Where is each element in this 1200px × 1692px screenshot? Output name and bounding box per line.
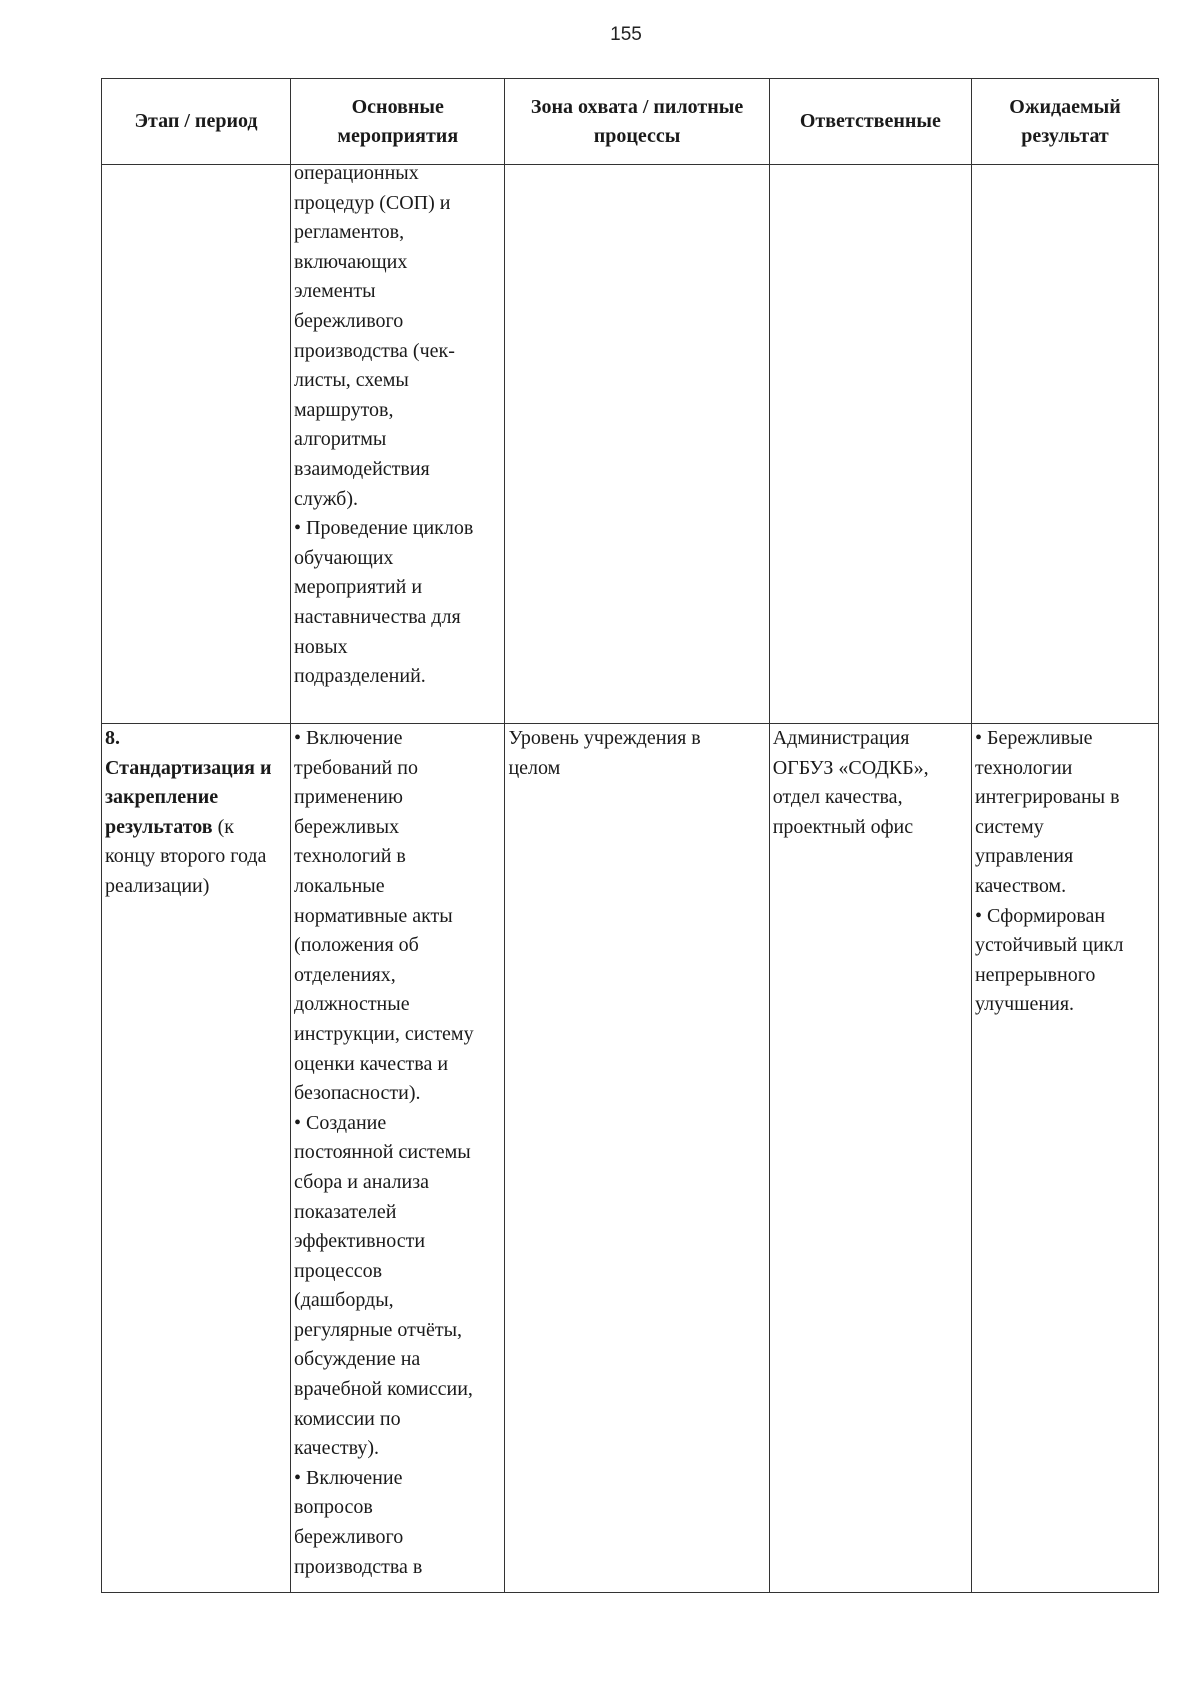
cell-text-line: производства (чек- bbox=[294, 339, 455, 362]
cell-activities bbox=[291, 162, 505, 724]
table-header-row bbox=[102, 79, 1159, 165]
cell-text-line: мероприятий и bbox=[294, 576, 423, 599]
cell-text-line: отдел качества, bbox=[772, 786, 903, 809]
cell-text-line: концу второго года bbox=[105, 845, 267, 868]
cell-text-line: сбора и анализа bbox=[294, 1170, 430, 1193]
scope-lines bbox=[508, 724, 765, 783]
cell-text-line: наставничества для bbox=[294, 605, 461, 628]
cell-text-line: • Проведение циклов bbox=[294, 517, 474, 540]
cell-text-line: нормативные акты bbox=[294, 904, 453, 927]
cell-text-line: комиссии по bbox=[294, 1407, 401, 1430]
cell-text-line: подразделений. bbox=[294, 665, 426, 688]
cell-text-line: систему bbox=[974, 815, 1044, 838]
table-row bbox=[102, 724, 1159, 1593]
header-responsible: Ответственные bbox=[769, 79, 971, 165]
cell-text-line: должностные bbox=[294, 993, 410, 1016]
responsible-lines bbox=[773, 724, 968, 842]
result-lines bbox=[975, 724, 1155, 1020]
cell-text-line: алгоритмы bbox=[294, 428, 387, 451]
cell-text-line: бережливого bbox=[294, 1526, 404, 1549]
cell-text-line: • Включение bbox=[294, 727, 403, 749]
cell-text-line: закрепление bbox=[105, 786, 219, 809]
cell-responsible bbox=[769, 724, 971, 1593]
cell-text-line: качеством. bbox=[974, 874, 1067, 897]
cell-text-line: ОГБУЗ «СОДКБ», bbox=[772, 756, 929, 779]
cell-text-line: целом bbox=[508, 756, 561, 779]
cell-text-line: отделениях, bbox=[294, 963, 396, 986]
cell-text-line: • Сформирован bbox=[974, 904, 1106, 927]
cell-text-line: обучающих bbox=[294, 546, 394, 569]
cell-text-line: локальные bbox=[294, 874, 385, 897]
cell-text-line: взаимодействия bbox=[294, 457, 430, 480]
cell-text-line: вопросов bbox=[294, 1496, 373, 1519]
cell-text-line: постоянной системы bbox=[294, 1141, 471, 1164]
cell-text-line: безопасности). bbox=[294, 1082, 421, 1105]
cell-text-line: врачебной комиссии, bbox=[294, 1378, 473, 1401]
cell-activities bbox=[291, 724, 505, 1593]
cell-text-line: непрерывного bbox=[974, 963, 1096, 986]
activities-lines bbox=[294, 724, 501, 1582]
cell-text-line: результатов (к bbox=[105, 815, 234, 838]
cell-text-line: операционных bbox=[294, 162, 419, 184]
cell-text-line: управления bbox=[974, 845, 1074, 868]
table-row bbox=[102, 165, 1159, 724]
cell-text-line: новых bbox=[294, 635, 348, 658]
cell-text-line: регламентов, bbox=[294, 221, 405, 244]
cell-text-line: требований по bbox=[294, 756, 418, 779]
cell-text-line: • Бережливые bbox=[974, 727, 1093, 749]
cell-text-line: (положения об bbox=[294, 934, 419, 957]
cell-text-line: интегрированы в bbox=[974, 786, 1120, 809]
cell-text-line: технологий в bbox=[294, 845, 406, 868]
cell-text-line: элементы bbox=[294, 280, 376, 303]
cell-text-line: технологии bbox=[974, 756, 1073, 779]
header-expected-result: Ожидаемый результат bbox=[971, 79, 1158, 165]
header-stage-period: Этап / период bbox=[102, 79, 291, 165]
cell-stage bbox=[102, 165, 291, 724]
cell-text-line: бережливых bbox=[294, 815, 400, 838]
cell-text-line: 8. bbox=[105, 727, 120, 749]
cell-text-line: улучшения. bbox=[974, 993, 1075, 1016]
cell-text-line: качеству). bbox=[294, 1437, 379, 1460]
cell-text-line: применению bbox=[294, 786, 403, 809]
cell-text-line: Администрация bbox=[772, 727, 910, 749]
cell-result bbox=[971, 165, 1158, 724]
cell-text-line: включающих bbox=[294, 250, 408, 273]
cell-result bbox=[971, 724, 1158, 1593]
cell-text-line: проектный офис bbox=[772, 815, 914, 838]
cell-text-line: производства в bbox=[294, 1555, 423, 1578]
header-main-activities: Основные мероприятия bbox=[291, 79, 505, 165]
cell-text-line: • Включение bbox=[294, 1466, 403, 1489]
cell-text-line: (дашборды, bbox=[294, 1289, 394, 1312]
cell-text-line: листы, схемы bbox=[294, 369, 409, 392]
cell-text-line: маршрутов, bbox=[294, 398, 394, 421]
cell-text-line: процессов bbox=[294, 1259, 383, 1282]
cell-responsible bbox=[769, 165, 971, 724]
cell-text-line: обсуждение на bbox=[294, 1348, 421, 1371]
cell-text-line: служб). bbox=[294, 487, 359, 510]
cell-text-line: инструкции, систему bbox=[294, 1022, 474, 1045]
cell-text-line: • Создание bbox=[294, 1111, 387, 1134]
stage-lines bbox=[105, 724, 287, 902]
cell-text-line: регулярные отчёты, bbox=[294, 1318, 463, 1341]
cell-scope bbox=[505, 724, 769, 1593]
cell-text-line: Стандартизация и bbox=[105, 756, 272, 779]
plan-table bbox=[101, 78, 1159, 1593]
header-scope-pilot-processes: Зона охвата / пилотные процессы bbox=[505, 79, 769, 165]
cell-text-line: оценки качества и bbox=[294, 1052, 449, 1075]
cell-text-line: реализации) bbox=[105, 874, 210, 897]
cell-stage bbox=[102, 724, 291, 1593]
cell-scope bbox=[505, 165, 769, 724]
cell-text-line: процедур (СОП) и bbox=[294, 191, 451, 214]
activities-lines bbox=[294, 159, 501, 692]
cell-text-line: бережливого bbox=[294, 309, 404, 332]
cell-text-line: устойчивый цикл bbox=[974, 934, 1124, 957]
cell-text-line: эффективности bbox=[294, 1230, 426, 1253]
cell-text-line: Уровень учреждения в bbox=[508, 727, 701, 749]
page-number: 155 bbox=[610, 24, 642, 45]
cell-text-line: показателей bbox=[294, 1200, 397, 1223]
